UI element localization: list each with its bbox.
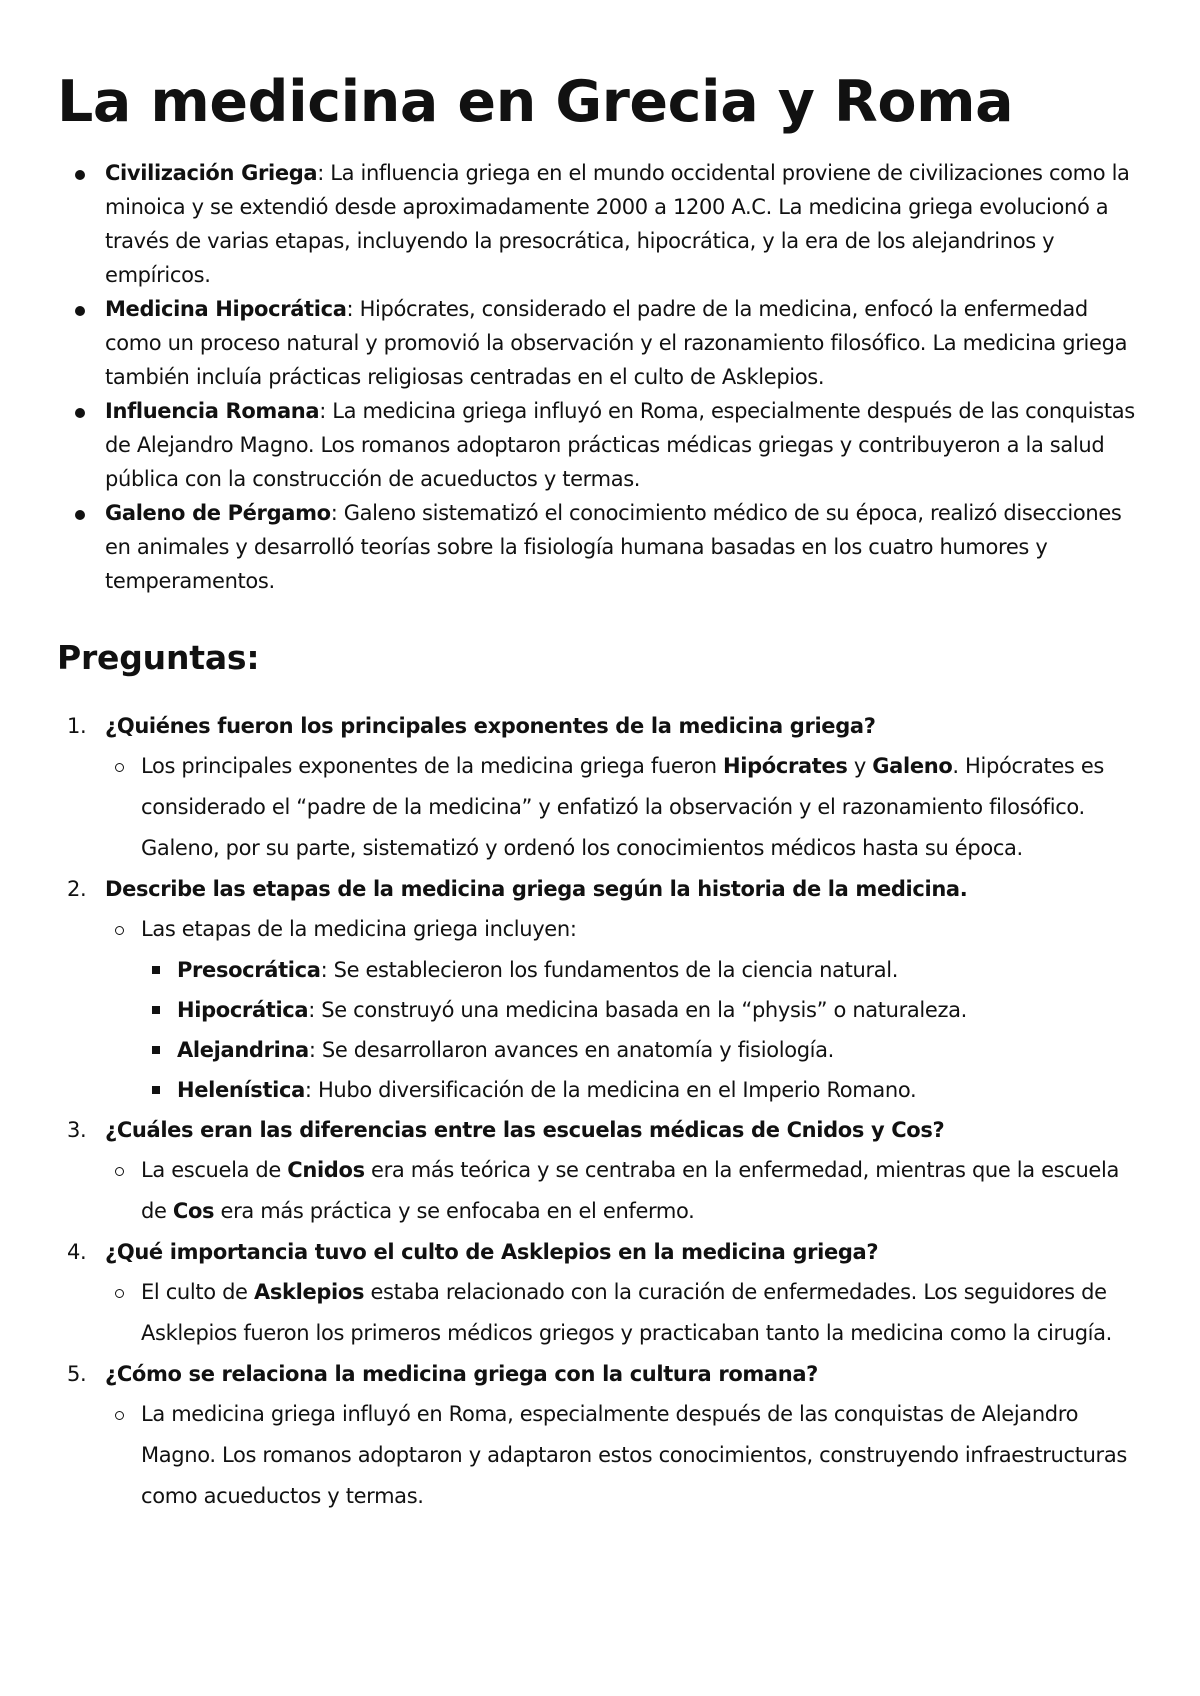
answer-list [105,909,1140,1110]
question-number: 4. [67,1240,87,1264]
answer-item [141,746,1140,869]
answer-text: Las etapas de la medicina griega incluyen: [141,917,577,941]
question-number: 3. [67,1118,87,1142]
question-item [57,1232,1140,1354]
answer-text: y [847,754,873,778]
answer-text: La escuela de [141,1158,288,1182]
summary-text: : La influencia griega en el mundo occidental proviene de civilizaciones como la minoica y se extendió desde aproximadamente 2000 a 1200 A.C. La medicina griega evolucionó a través de varias etapas, incluyendo la presocrática, hipocrática, y la era de los alejandrinos y empíricos. [105,161,1130,287]
answer-bold-term: Galeno [872,754,953,778]
answer-item [141,1394,1140,1517]
answer-item [141,1150,1140,1232]
question-number: 2. [67,877,87,901]
answer-item [141,909,1140,1110]
answer-text: era más teórica y se centraba en la enfermedad, mientras que la escuela de [141,1158,1119,1223]
summary-term: Galeno de Pérgamo [105,501,331,525]
answer-text: . Hipócrates es considerado el “padre de la medicina” y enfatizó la observación y el razonamiento filosófico. Galeno, por su parte, sistematizó y ordenó los conocimientos médicos hasta su época. [141,754,1104,860]
answer-list [105,1394,1140,1517]
answer-text: estaba relacionado con la curación de enfermedades. Los seguidores de Asklepios fueron los primeros médicos griegos y practicaban tanto la medicina como la cirugía. [141,1280,1113,1345]
questions-heading: Preguntas: [57,638,260,677]
stages-list [141,950,1140,1110]
question-item [57,1354,1140,1517]
stage-term: Alejandrina [177,1038,309,1062]
stage-text: : Se construyó una medicina basada en la “physis” o naturaleza. [308,998,968,1022]
summary-term: Influencia Romana [105,399,320,423]
summary-term: Civilización Griega [105,161,318,185]
summary-text: : Hipócrates, considerado el padre de la medicina, enfocó la enfermedad como un proceso natural y promovió la observación y el razonamiento filosófico. La medicina griega también incluía prácticas religiosas centradas en el culto de Asklepios. [105,297,1128,389]
question-number: 5. [67,1362,87,1386]
stage-item [177,1030,1140,1070]
questions-list [57,706,1140,1517]
answer-list [105,1150,1140,1232]
answer-bold-term: Hipócrates [723,754,848,778]
stage-item [177,950,1140,990]
summary-text: : La medicina griega influyó en Roma, especialmente después de las conquistas de Alejandro Magno. Los romanos adoptaron prácticas médicas griegas y contribuyeron a la salud pública con la construcción de acueductos y termas. [105,399,1135,491]
answer-text: La medicina griega influyó en Roma, especialmente después de las conquistas de Alejandro Magno. Los romanos adoptaron y adaptaron estos conocimientos, construyendo infraestructuras como acueductos y termas. [141,1402,1127,1508]
question-item [57,706,1140,869]
stage-item [177,1070,1140,1110]
summary-item [105,394,1140,496]
question-text: ¿Qué importancia tuvo el culto de Asklepios en la medicina griega? [105,1240,879,1264]
stage-term: Helenística [177,1078,305,1102]
summary-item [105,292,1140,394]
summary-item [105,496,1140,598]
question-item [57,1110,1140,1232]
answer-item [141,1272,1140,1354]
answer-bold-term: Cos [172,1199,215,1223]
stage-text: : Hubo diversificación de la medicina en el Imperio Romano. [304,1078,917,1102]
summary-text: : Galeno sistematizó el conocimiento médico de su época, realizó disecciones en animales y desarrolló teorías sobre la fisiología humana basadas en los cuatro humores y temperamentos. [105,501,1122,593]
stage-text: : Se establecieron los fundamentos de la ciencia natural. [320,958,899,982]
summary-item [105,156,1140,292]
page-title: La medicina en Grecia y Roma [57,69,1014,135]
answer-list [105,1272,1140,1354]
answer-bold-term: Asklepios [253,1280,365,1304]
stage-item [177,990,1140,1030]
answer-text: Los principales exponentes de la medicina griega fueron [141,754,724,778]
stage-term: Hipocrática [177,998,309,1022]
question-text: ¿Cuáles eran las diferencias entre las escuelas médicas de Cnidos y Cos? [105,1118,945,1142]
question-number: 1. [67,714,87,738]
summary-term: Medicina Hipocrática [105,297,347,321]
answer-text: era más práctica y se enfocaba en el enfermo. [214,1199,695,1223]
answer-bold-term: Cnidos [287,1158,365,1182]
answer-text: El culto de [141,1280,254,1304]
answer-list [105,746,1140,869]
stage-text: : Se desarrollaron avances en anatomía y fisiología. [308,1038,835,1062]
question-text: ¿Cómo se relaciona la medicina griega con la cultura romana? [105,1362,819,1386]
stage-term: Presocrática [177,958,321,982]
question-text: Describe las etapas de la medicina griega según la historia de la medicina. [105,877,968,901]
question-text: ¿Quiénes fueron los principales exponentes de la medicina griega? [105,714,876,738]
summary-list [57,156,1140,598]
question-item [57,869,1140,1110]
